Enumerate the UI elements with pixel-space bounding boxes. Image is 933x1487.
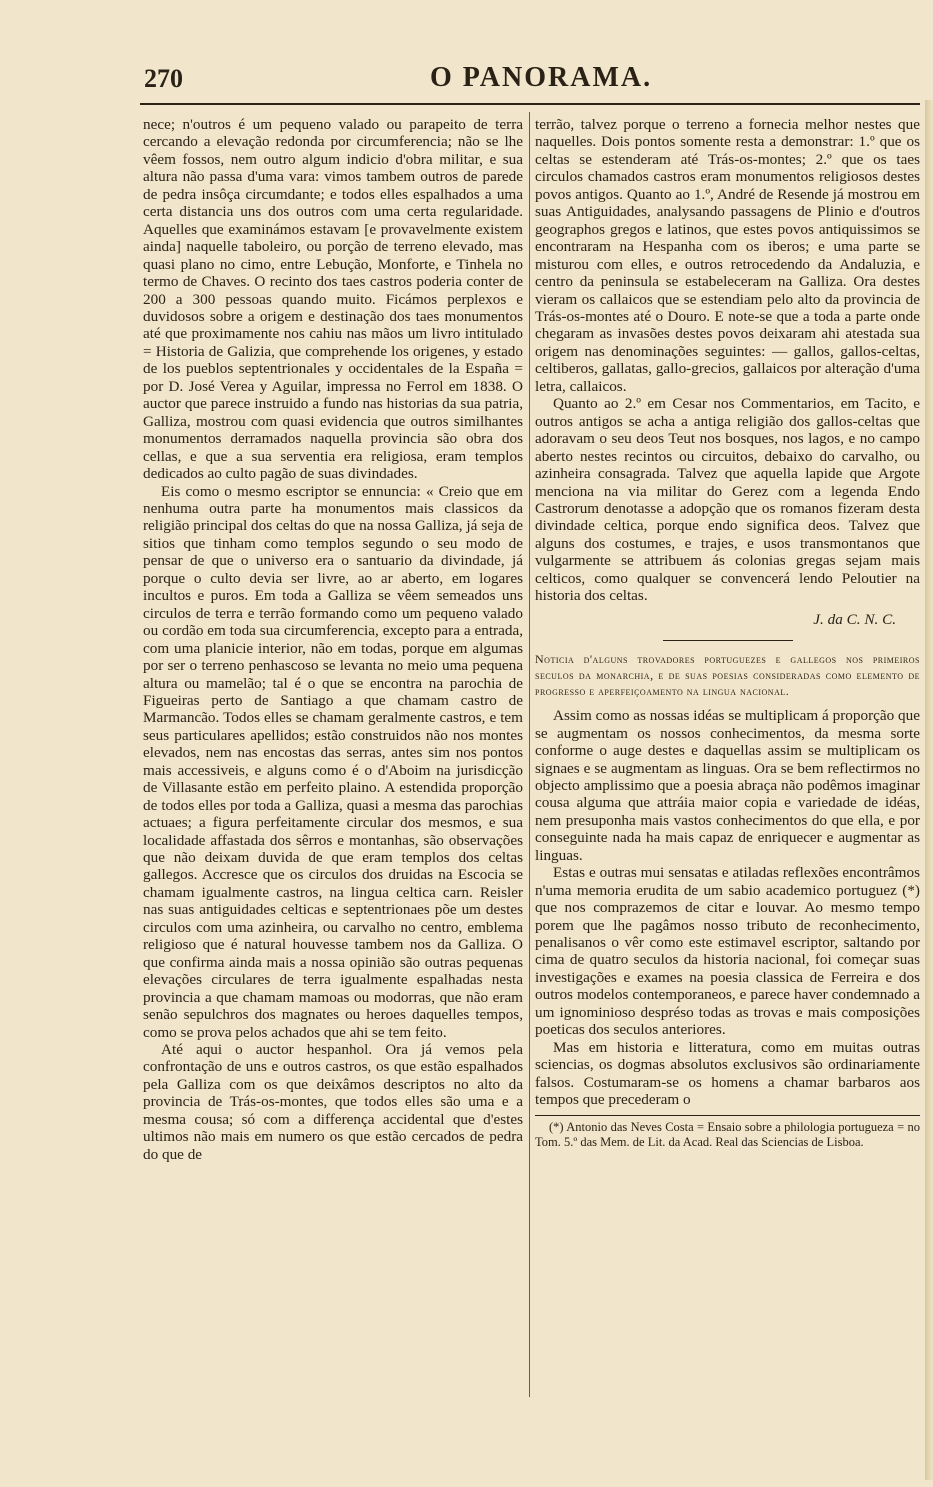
page-edge — [925, 100, 933, 1480]
paragraph: Eis como o mesmo escriptor se ennuncia: « Creio que em nenhuma outra parte ha monumentos mais classicos da religião principal dos celtas do que na nossa Galliza, já seja de sitios que tinham como templos segundo o seu modo de pensar de que o universo era o santuario da divindade, já porque o culto devia ser livre, ao ar aberto, em logares incultos e puros. Em toda a Galliza se vêem semeados uns circulos de terra e terrão formando como um pequeno valado ou cordão em toda sua circumferencia, excepto para a entrada, com uma planicie interior, não em todas, porque em algumas por ser o terreno penhascoso se levanta no meio uma pequena altura ou mamelão; tal é o que se encontra na parochia de Figueiras perto de Santiago a que chamam castro de Marmancão. Todos elles se chamam geralmente castros, e tem seus particulares apellidos; estão construidos não nos montes elevados, nem nas encostas das serras, antes sim nos pontos mais accessiveis, e alguns como é o d'Aboim na jurisdicção de Villasante estão em perfeito plaino. A estendida proporção de todos elles por toda a Galliza, quasi a mesma das parochias actuaes; a figura perfeitamente circular dos mesmos, e sua localidade affastada dos sêrros e montanhas, são observações que não deixam duvida de que eram templos dos celtas gallegos. Accresce que os circulos dos druidas na Escocia se chamam igualmente castros, na lingua celtica carn. Reisler nas suas antiguidades celticas e septentrionaes põe um destes circulos com uma azinheira, ou carvalho no centro, emblema religioso que é natural houvesse tambem nos da Galliza. O que confirma ainda mais a nossa opinião são outras pequenas elevações circulares de terra igualmente espalhadas nesta provincia a que chamam mamoas ou modorras, que não eram senão sepulchros dos magnates ou heroes daquelles tempos, como se prova pelos achados que ahi se tem feito. — [143, 482, 523, 1041]
footnote-rule — [535, 1115, 920, 1116]
header-rule — [140, 103, 920, 105]
paragraph: terrão, talvez porque o terreno a fornecia melhor nestes que naquelles. Dois pontos somente resta a demonstrar: 1.º que os celtas se estenderam até Trás-os-montes; 2.º que os taes circulos chamados castros eram monumentos religiosos destes povos antigos. Quanto ao 1.º, André de Resende já mostrou em suas Antiguidades, analysando passagens de Plinio e d'outros geographos gregos e latinos, que estes povos antiquissimos se encontraram na Hespanha com os iberos; e uma parte se misturou com elles, e outros retrocedendo da Andaluzia, e centro da peninsula se estabeleceram na Galliza. Ora destes vieram os callaicos que se estendiam pelo alto da provincia de Trás-os-montes até o Douro. E note-se que a toda a parte onde chegaram as invasões destes povos deixaram ahi atestada sua origem nas denominações seguintes: — gallos, gallos-celtas, celtiberos, gallatas, gallo-grecios, gallaicos por alteração d'uma letra, callaicos. — [535, 116, 920, 395]
running-title: O PANORAMA. — [430, 62, 653, 93]
footnote: (*) Antonio das Neves Costa = Ensaio sobre a philologia portugueza = no Tom. 5.º das Mem. de Lit. da Acad. Real das Sciencias de Lisboa. — [535, 1119, 920, 1149]
column-divider — [529, 112, 530, 1397]
right-column — [535, 116, 920, 1150]
article-title: Noticia d'alguns trovadores portuguezes e gallegos nos primeiros seculos da monarchia, e de suas poesias consideradas como elemento de progresso e aperfeiçoamento na lingua nacional. — [535, 652, 920, 699]
section-divider — [663, 640, 793, 641]
page-header — [140, 62, 920, 102]
paragraph: nece; n'outros é um pequeno valado ou parapeito de terra cercando a elevação redonda por circumferencia; não se lhe vêem fossos, nem outro algum indicio d'obra militar, e sua altura não passa d'uma vara: vimos tambem outros de parede de pedra insôça circumdante; e todos elles espalhados a uma certa distancia uns dos outros com uma certa regularidade. Aquelles que examinámos estavam [e provavelmente existem ainda] naquelle taboleiro, ou porção de terreno elevado, mas quasi plano no cimo, entre Lebução, Monforte, e Tinhela no termo de Chaves. O recinto dos taes castros poderia conter de 200 a 300 pessoas quando muito. Ficámos perplexos e duvidosos sobre a origem e destinação dos taes monumentos até que proximamente nos cahiu nas mãos um livro intitulado = Historia de Galizia, que comprehende los origenes, y estado de los pueblos septentrionales y occidentales de la España = por D. José Verea y Aguilar, impressa no Ferrol em 1838. O auctor que parece instruido a fundo nas historias da sua patria, Galliza, mostrou com quasi evidencia que outros similhantes monumentos derramados naquella provincia são obra dos cellas, e que a sua serventia era religiosa, eram templos dedicados ao culto pagão de suas divindades. — [143, 116, 523, 483]
article-signature: J. da C. N. C. — [813, 610, 896, 628]
paragraph: Estas e outras mui sensatas e atiladas reflexões encontrâmos n'uma memoria erudita de um sabio academico portuguez (*) que nos comprazemos de citar e louvar. Ao mesmo tempo porem que lhe pagâmos nosso tributo de reconhecimento, penalisanos o vêr como este estimavel escriptor, saltando por cima de quatro seculos da historia nacional, foi começar suas investigações e exames na poesia classica de Ferreira e dos outros modelos contemporaneos, e parece haver condemnado a um ignominioso despréso todas as trovas e mais composições poeticas dos seculos anteriores. — [535, 864, 920, 1039]
paragraph: Assim como as nossas idéas se multiplicam á proporção que se augmentam os nossos conhecimentos, da mesma sorte conforme o auge destes e daquellas assim se multiplicam os signaes e se augmentam as linguas. Ora se bem reflectirmos no objecto amplissimo que a poesia abraça não podêmos imaginar cousa alguma que attráia maior copia e variedade de idéas, nem presuponha mais vastos conhecimentos do que ella, e por conseguinte nada ha mais capaz de enriquecer e augmentar as linguas. — [535, 707, 920, 864]
page-number: 270 — [144, 64, 183, 93]
left-column — [143, 116, 523, 1163]
paragraph: Mas em historia e litteratura, como em muitas outras sciencias, os dogmas absolutos exclusivos são ordinariamente falsos. Costumaram-se os homens a chamar barbaros aos tempos que precederam o — [535, 1038, 920, 1109]
paragraph: Quanto ao 2.º em Cesar nos Commentarios, em Tacito, e outros antigos se acha a antiga religião dos gallos-celtas que adoravam o seu deos Teut nos bosques, nos lagos, e no campo aberto nestes recintos ou circuitos, debaixo do carvalho, ou azinheira consagrada. Talvez que aquella lapide que Argote menciona na via militar do Gerez com a legenda Endo Castrorum denotasse a adopção que os romanos fizeram desta divindade celtica, porque endo significa deos. Talvez que alguns dos costumes, e trajes, e usos transmontanos que vulgarmente se attribuem ás colonias gregas sejam mais celticos, como qualquer se convencerá lendo Peloutier na historia dos celtas. — [535, 395, 920, 605]
paragraph: Até aqui o auctor hespanhol. Ora já vemos pela confrontação de uns e outros castros, os que estão espalhados pela Galliza com os que deixâmos descriptos no alto da provincia de Trás-os-montes, que todos elles são uma e a mesma cousa; só com a differença accidental que d'estes ultimos não mais em numero os que estão cercados de pedra do que de — [143, 1041, 523, 1163]
